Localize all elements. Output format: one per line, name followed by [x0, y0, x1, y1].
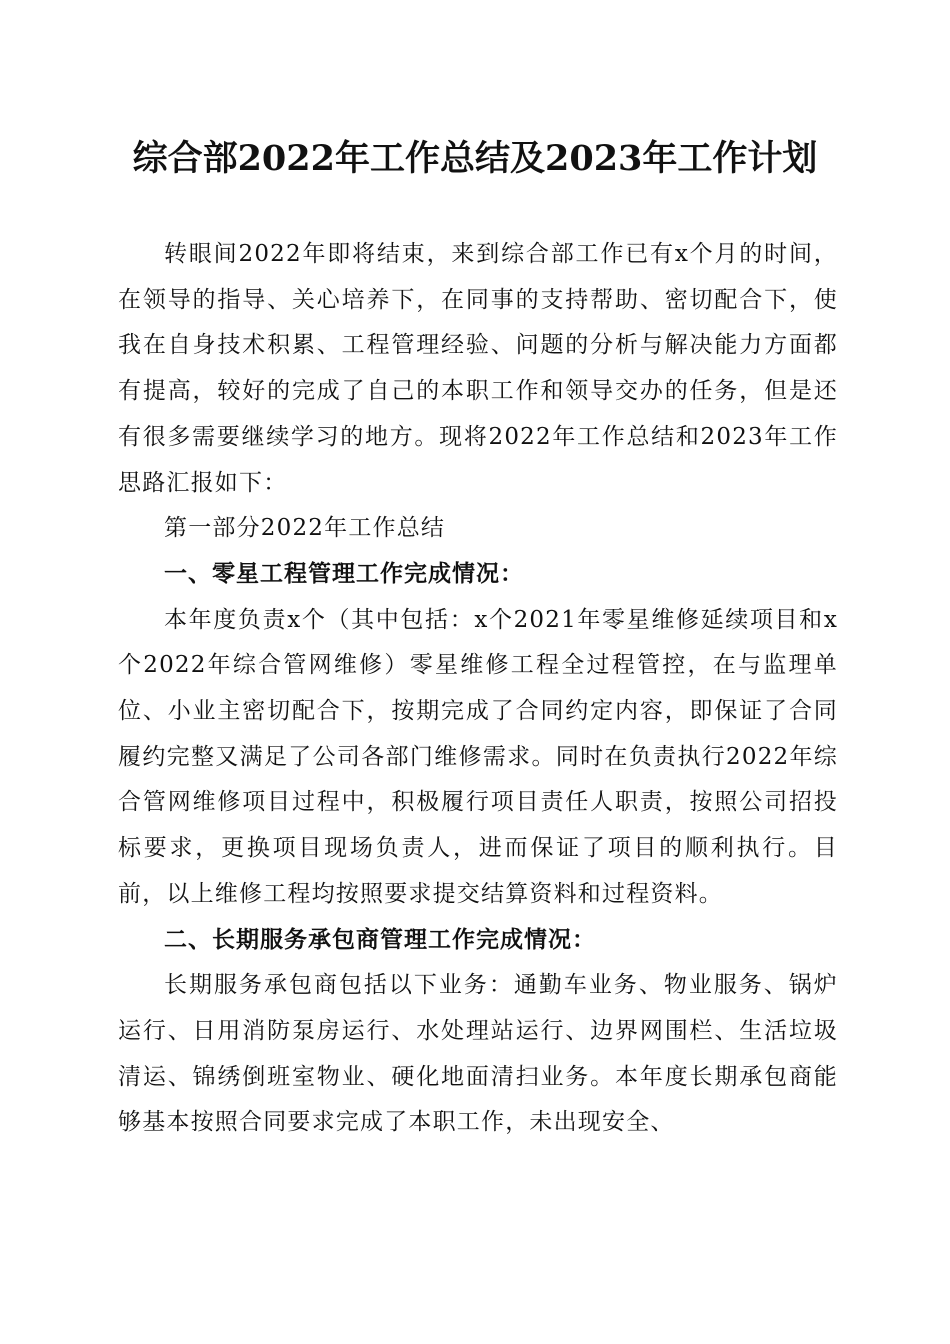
section-two-paragraph: 长期服务承包商包括以下业务：通勤车业务、物业服务、锅炉运行、日用消防泵房运行、水处理站运行、边界网围栏、生活垃圾清运、锦绣倒班室物业、硬化地面清扫业务。本年度长期承包商能够基本按照合同要求完成了本职工作，未出现安全、: [118, 972, 838, 1136]
section-two-heading: 二、长期服务承包商管理工作完成情况：: [164, 926, 596, 953]
section-one-paragraph: 本年度负责x个（其中包括：x个2021年零星维修延续项目和x个2022年综合管网维修）零星维修工程全过程管控，在与监理单位、小业主密切配合下，按期完成了合同约定内容，即保证了合同履约完整又满足了公司各部门维修需求。同时在负责执行2022年综合管网维修项目过程中，积极履行项目责任人职责，按照公司招投标要求，更换项目现场负责人，进而保证了项目的顺利执行。目前，以上维修工程均按照要求提交结算资料和过程资料。: [118, 606, 838, 907]
document-title: 综合部2022年工作总结及2023年工作计划: [132, 138, 818, 179]
intro-paragraph: 转眼间2022年即将结束，来到综合部工作已有x个月的时间，在领导的指导、关心培养下，在同事的支持帮助、密切配合下，使我在自身技术积累、工程管理经验、问题的分析与解决能力方面都有提高，较好的完成了自己的本职工作和领导交办的任务，但是还有很多需要继续学习的地方。现将2022年工作总结和2023年工作思路汇报如下：: [118, 241, 838, 496]
part-one-heading: 第一部分2022年工作总结: [164, 515, 446, 542]
document-body: [118, 232, 838, 1146]
section-one-heading: 一、零星工程管理工作完成情况：: [164, 560, 524, 587]
